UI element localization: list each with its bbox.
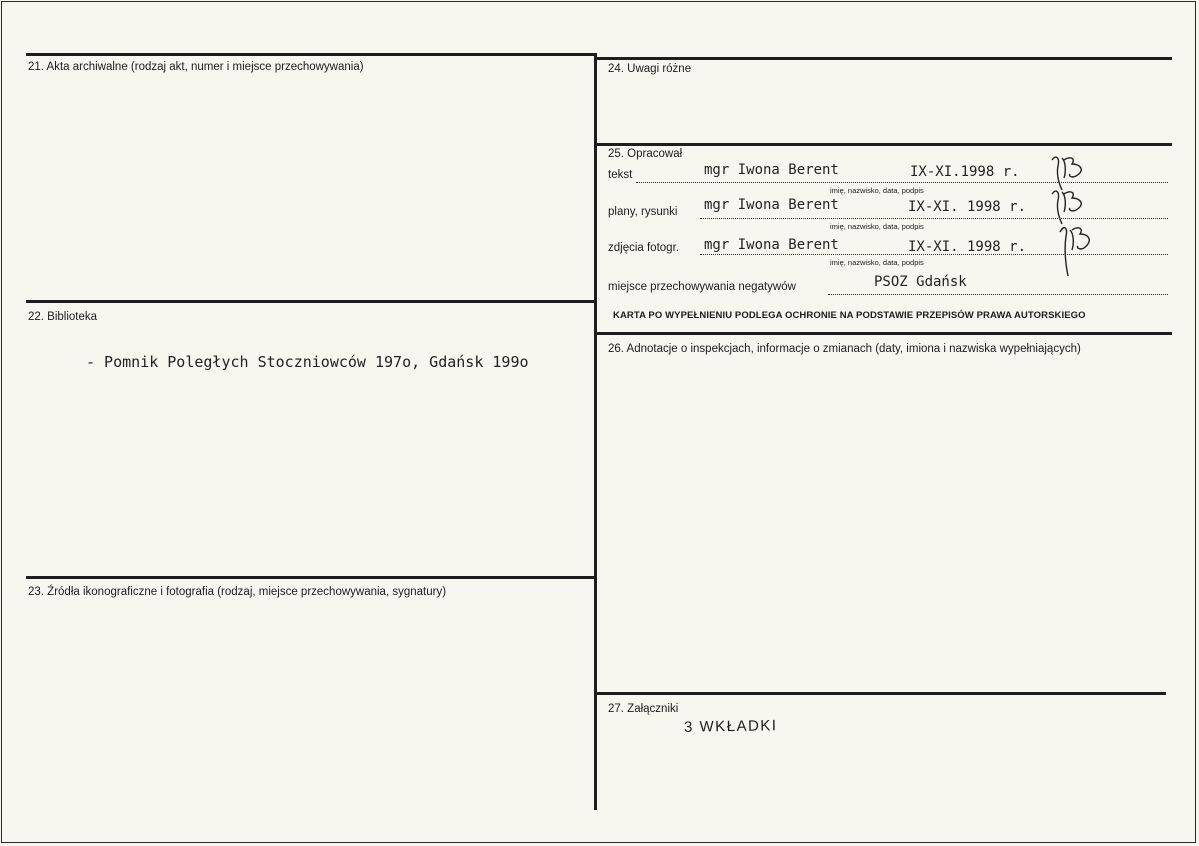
prepared-photos-label: zdjęcia fotogr. [608, 242, 679, 254]
signature-3 [1056, 222, 1100, 278]
prepared-text-label: tekst [608, 169, 633, 181]
prepared-plans-date: IX-XI. 1998 r. [908, 199, 1027, 215]
negatives-value: PSOZ Gdańsk [874, 274, 967, 290]
attachments-value: 3 WKŁADKI [683, 717, 778, 736]
prepared-text-caption: imię, nazwisko, data, podpis [830, 186, 924, 195]
negatives-label: miejsce przechowywania negatywów [608, 281, 796, 293]
signature-2 [1046, 186, 1092, 226]
prepared-photos-date: IX-XI. 1998 r. [908, 239, 1027, 255]
copyright-note: KARTA PO WYPEŁNIENIU PODLEGA OCHRONIE NA PODSTAWIE PRZEPISÓW PRAWA AUTORSKIEGO [613, 310, 1086, 321]
vertical-divider [594, 53, 597, 810]
section-27-label: 27. Załączniki [608, 703, 679, 715]
rule-27 [596, 692, 1166, 695]
top-rule-left [26, 53, 596, 56]
rule-22 [26, 300, 596, 303]
prepared-plans-caption: imię, nazwisko, data, podpis [830, 222, 924, 231]
section-24-label: 24. Uwagi różne [608, 63, 692, 75]
prepared-photos-name: mgr Iwona Berent [704, 237, 839, 253]
prepared-plans-label: plany, rysunki [608, 206, 678, 218]
top-rule-right [596, 57, 1172, 60]
prepared-photos-caption: imię, nazwisko, data, podpis [830, 258, 924, 267]
prepared-plans-name: mgr Iwona Berent [704, 197, 839, 213]
section-22-label: 22. Biblioteka [28, 311, 98, 323]
prepared-plans-line [700, 218, 1168, 219]
section-22-entry: - Pomnik Poległych Stoczniowców 197o, Gdańsk 199o [86, 353, 529, 371]
negatives-line [828, 294, 1168, 295]
section-21-label: 21. Akta archiwalne (rodzaj akt, numer i miejsce przechowywania) [28, 61, 364, 73]
form-card [1, 1, 1196, 843]
rule-25 [596, 143, 1172, 146]
section-25-label: 25. Opracował [608, 148, 683, 160]
rule-26 [596, 332, 1172, 335]
prepared-text-date: IX-XI.1998 r. [910, 164, 1020, 180]
prepared-text-name: mgr Iwona Berent [704, 162, 839, 178]
section-26-label: 26. Adnotacje o inspekcjach, informacje o zmianach (daty, imiona i nazwiska wypełniających) [608, 343, 1081, 355]
section-23-label: 23. Źródła ikonograficzne i fotografia (rodzaj, miejsce przechowywania, sygnatury) [28, 586, 447, 598]
rule-23 [26, 576, 596, 579]
